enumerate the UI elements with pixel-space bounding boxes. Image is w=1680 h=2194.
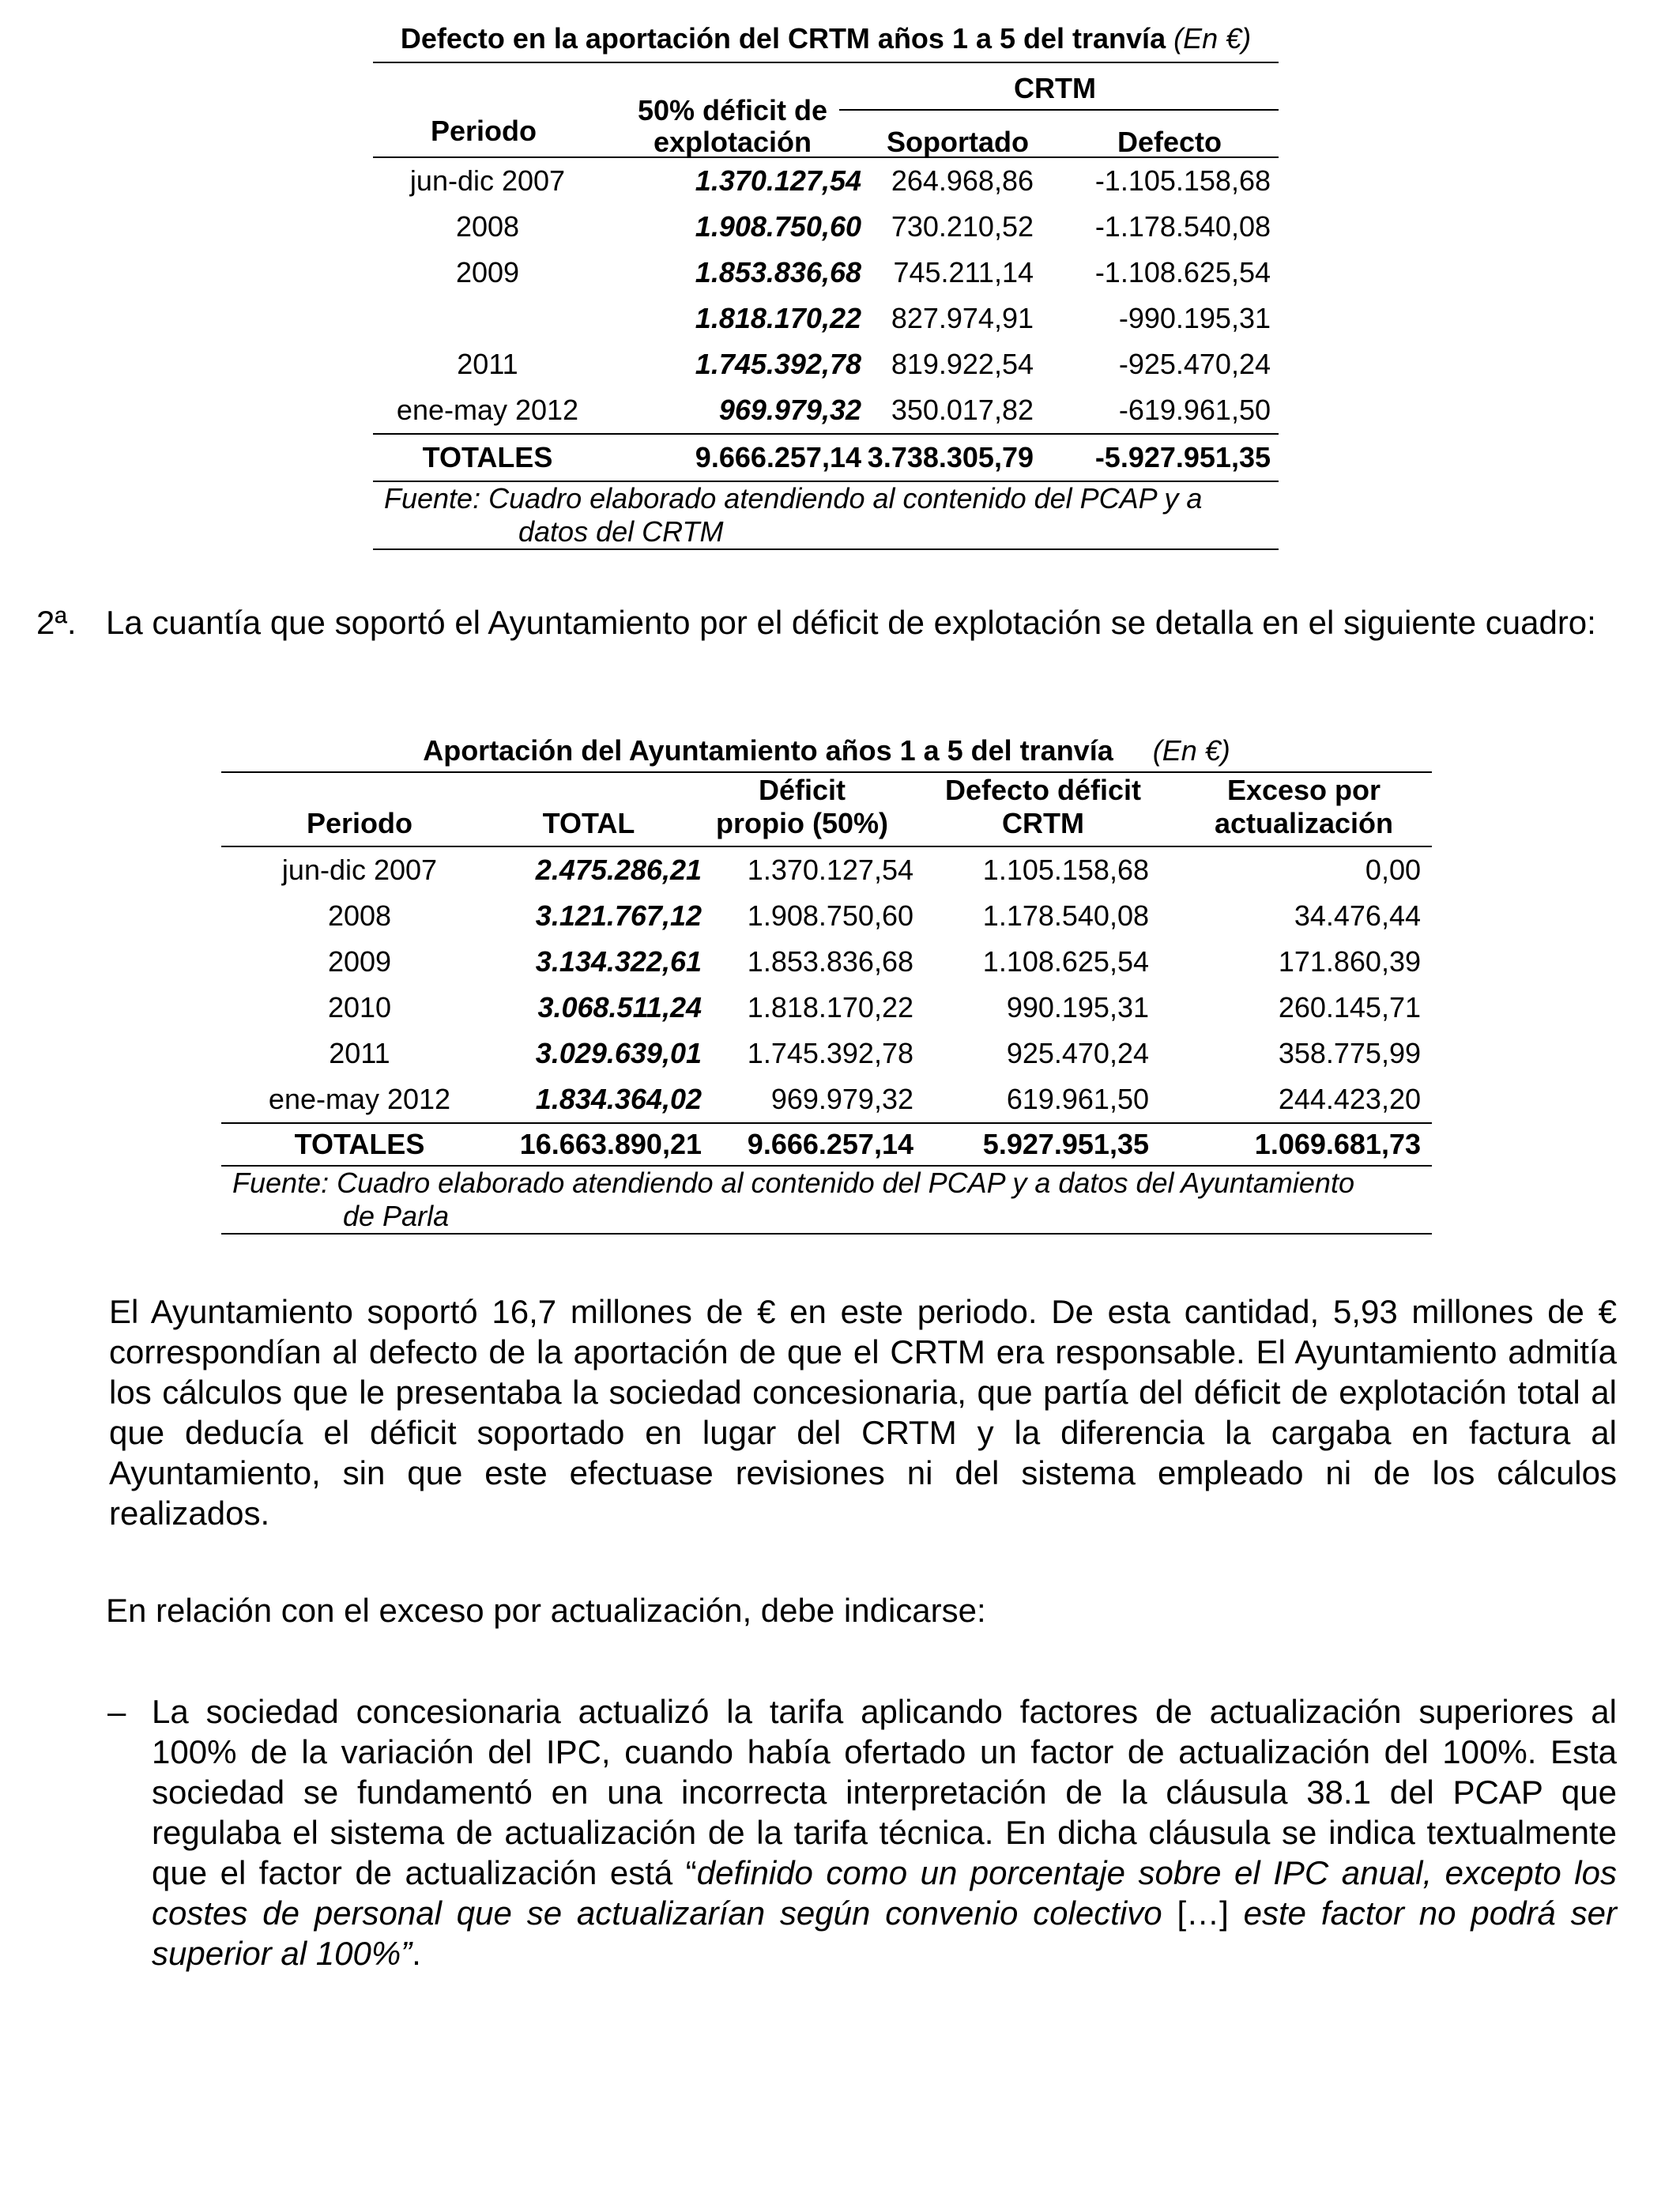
cell-defecto: -925.470,24 [1118, 348, 1271, 380]
table-row [373, 341, 1279, 387]
cell-deficit: 1.370.127,54 [695, 164, 861, 197]
cell-defecto: 925.470,24 [1006, 1037, 1149, 1069]
header-defecto-line2: CRTM [1002, 807, 1084, 839]
table-row [373, 387, 1279, 433]
cell-deficit: 1.818.170,22 [695, 302, 861, 334]
bullet-text: La sociedad concesionaria actualizó la tarifa aplicando factores de actualización superiores al 100% de la variación del IPC, cuando había ofertado un factor de actualización del 100%. Esta sociedad se fundamentó en una incorrecta interpretación de la cláusula 38.1 del PCAP que regulaba el sistema de actualización de la tarifa técnica. En dicha cláusula se indica textualmente que el factor de actualización está “ [152, 1693, 1617, 1891]
cell-periodo: 2011 [457, 348, 518, 380]
header-periodo: Periodo [430, 115, 537, 147]
table-header [373, 63, 1279, 156]
cell-deficit: 1.370.127,54 [747, 854, 913, 886]
table-unit: (En €) [1152, 734, 1230, 767]
source-line2: de Parla [343, 1200, 450, 1232]
table-title-text: Aportación del Ayuntamiento años 1 a 5 del tranvía [423, 734, 1113, 767]
cell-periodo: jun-dic 2007 [281, 854, 438, 886]
totals-label: TOTALES [422, 441, 553, 473]
bullet-marker: – [107, 1693, 126, 1730]
table-source [221, 1167, 1432, 1233]
table-row [373, 204, 1279, 250]
header-deficit-line2: explotación [653, 126, 812, 158]
cell-deficit: 1.745.392,78 [747, 1037, 913, 1069]
cell-deficit: 1.908.750,60 [695, 210, 861, 243]
table-row [373, 158, 1279, 204]
bullet-ellipsis: […] [1162, 1894, 1244, 1932]
cell-total: 3.029.639,01 [535, 1037, 702, 1069]
header-exceso-line1: Exceso por [1226, 774, 1381, 806]
bullet-quote-2: este factor no podrá ser superior al 100%” [152, 1894, 1617, 1972]
bullet-quote-1: definido como un porcentaje sobre el IPC anual, excepto los costes de personal que se actualizarían según convenio colectivo [152, 1854, 1617, 1932]
cell-defecto: -619.961,50 [1118, 394, 1271, 426]
cell-soportado: 827.974,91 [891, 302, 1034, 334]
cell-total: 3.134.322,61 [535, 945, 702, 978]
cell-defecto: 1.178.540,08 [982, 899, 1149, 932]
paragraph-exceso-intro: En relación con el exceso por actualización, debe indicarse: [106, 1592, 986, 1629]
totals-deficit: 9.666.257,14 [695, 441, 861, 473]
table-bottom-rule [221, 1233, 1432, 1235]
cell-defecto: -1.178.540,08 [1094, 210, 1271, 243]
cell-soportado: 819.922,54 [891, 348, 1034, 380]
totals-exceso: 1.069.681,73 [1254, 1128, 1421, 1160]
cell-soportado: 264.968,86 [891, 164, 1034, 197]
totals-deficit: 9.666.257,14 [747, 1128, 913, 1160]
cell-exceso: 171.860,39 [1278, 945, 1421, 978]
cell-total: 3.068.511,24 [537, 991, 702, 1023]
cell-periodo: jun-dic 2007 [409, 164, 566, 197]
bullet-paragraph [152, 1691, 1617, 1973]
cell-defecto: 1.108.625,54 [982, 945, 1149, 978]
cell-periodo: 2009 [327, 945, 392, 978]
table-body [221, 847, 1432, 1122]
cell-deficit: 1.853.836,68 [747, 945, 913, 978]
cell-soportado: 730.210,52 [891, 210, 1034, 243]
cell-periodo: 2008 [455, 210, 520, 243]
cell-periodo: 2008 [327, 899, 392, 932]
table-title [221, 730, 1432, 771]
cell-deficit: 1.745.392,78 [695, 348, 861, 380]
cell-periodo: 2010 [327, 991, 392, 1023]
totals-soportado: 3.738.305,79 [867, 441, 1034, 473]
cell-deficit: 1.818.170,22 [747, 991, 913, 1023]
cell-defecto: 619.961,50 [1006, 1083, 1149, 1115]
table-row [221, 1076, 1432, 1122]
cell-total: 3.121.767,12 [535, 899, 702, 932]
paragraph-ayuntamiento: El Ayuntamiento soportó 16,7 millones de € en este periodo. De esta cantidad, 5,93 millones de € correspondían al defecto de la aportación de que el CRTM era responsable. El Ayuntamiento admitía los cálculos que le presentaba la sociedad concesionaria, que partía del déficit de explotación total al que deducía el déficit soportado en lugar del CRTM y la diferencia la cargaba en factura al Ayuntamiento, sin que este efectuase revisiones ni del sistema empleado ni de los cálculos realizados. [109, 1293, 1617, 1532]
cell-exceso: 34.476,44 [1294, 899, 1421, 932]
source-line1: Fuente: Cuadro elaborado atendiendo al contenido del PCAP y a datos del Ayuntamiento [232, 1167, 1354, 1199]
header-crtm: CRTM [1014, 72, 1096, 104]
header-defecto-line1: Defecto déficit [944, 774, 1142, 806]
table-title-text: Defecto en la aportación del CRTM años 1 a 5 del tranvía [400, 22, 1166, 55]
crtm-deficit-table [373, 16, 1279, 550]
header-deficit-line1: Déficit [758, 774, 846, 806]
table-row [221, 847, 1432, 893]
cell-deficit: 969.979,32 [718, 394, 861, 426]
source-line2: datos del CRTM [518, 515, 724, 548]
totals-defecto: -5.927.951,35 [1094, 441, 1271, 473]
totals-defecto: 5.927.951,35 [982, 1128, 1149, 1160]
cell-exceso: 358.775,99 [1278, 1037, 1421, 1069]
cell-periodo: 2009 [455, 256, 520, 288]
table-bottom-rule [373, 548, 1279, 550]
header-deficit-line1: 50% déficit de [637, 94, 828, 126]
cell-deficit: 1.853.836,68 [695, 256, 861, 288]
cell-defecto: 1.105.158,68 [982, 854, 1149, 886]
table-row [221, 939, 1432, 985]
table-row [221, 985, 1432, 1031]
table-body [373, 158, 1279, 433]
cell-deficit: 1.908.750,60 [747, 899, 913, 932]
cell-exceso: 260.145,71 [1278, 991, 1421, 1023]
table-row [373, 250, 1279, 296]
cell-defecto: -990.195,31 [1118, 302, 1271, 334]
cell-periodo: ene-may 2012 [396, 394, 579, 426]
cell-periodo: 2011 [329, 1037, 390, 1069]
table-row [221, 893, 1432, 939]
totals-total: 16.663.890,21 [519, 1128, 702, 1160]
header-exceso-line2: actualización [1214, 807, 1394, 839]
cell-defecto: 990.195,31 [1006, 991, 1149, 1023]
cell-periodo: ene-may 2012 [268, 1083, 451, 1115]
totals-row [373, 435, 1279, 481]
table-row [373, 296, 1279, 341]
item-marker-2a: 2ª. [36, 604, 77, 641]
cell-soportado: 745.211,14 [893, 256, 1034, 288]
cell-exceso: 0,00 [1365, 854, 1421, 886]
cell-soportado: 350.017,82 [891, 394, 1034, 426]
table-row [221, 1031, 1432, 1076]
header-deficit-line2: propio (50%) [715, 807, 888, 839]
cell-defecto: -1.105.158,68 [1094, 164, 1271, 197]
ayuntamiento-contribution-table [221, 730, 1432, 1235]
cell-total: 2.475.286,21 [535, 854, 702, 886]
table-header [221, 773, 1432, 846]
cell-total: 1.834.364,02 [535, 1083, 702, 1115]
paragraph-2a: La cuantía que soportó el Ayuntamiento por el déficit de explotación se detalla en el siguiente cuadro: [106, 604, 1596, 641]
header-crtm-rule [839, 109, 1279, 111]
table-title [373, 16, 1279, 62]
header-periodo: Periodo [306, 807, 412, 839]
table-source [373, 482, 1279, 548]
cell-exceso: 244.423,20 [1278, 1083, 1421, 1115]
header-defecto: Defecto [1117, 126, 1222, 158]
header-total: TOTAL [542, 807, 635, 839]
totals-label: TOTALES [294, 1128, 425, 1160]
bullet-end: . [412, 1935, 421, 1972]
cell-defecto: -1.108.625,54 [1094, 256, 1271, 288]
header-soportado: Soportado [887, 126, 1029, 158]
source-line1: Fuente: Cuadro elaborado atendiendo al contenido del PCAP y a [384, 482, 1203, 515]
totals-row [221, 1124, 1432, 1165]
table-unit: (En €) [1173, 22, 1252, 55]
cell-deficit: 969.979,32 [770, 1083, 913, 1115]
